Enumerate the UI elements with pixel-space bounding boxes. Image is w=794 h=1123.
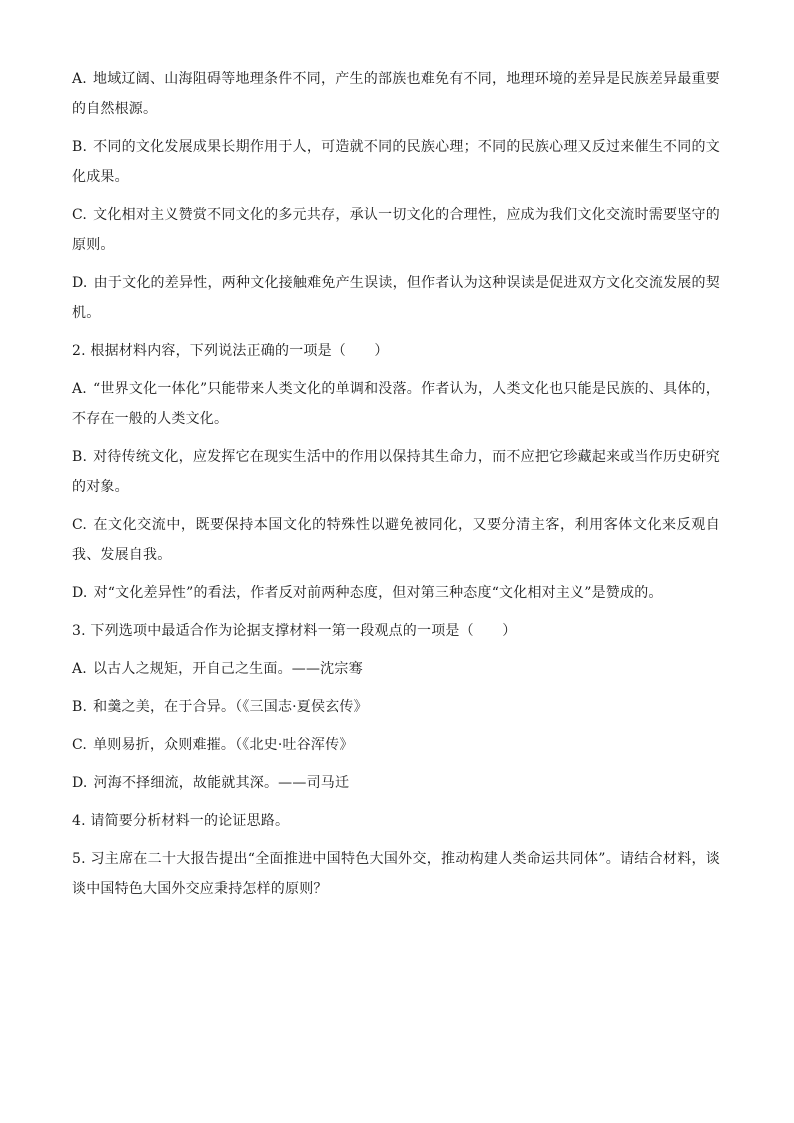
option-label: B.	[72, 699, 88, 715]
option-text: 单则易折，众则难摧。（《北史·吐谷浑传》	[93, 737, 354, 753]
q2-option-c	[72, 510, 720, 570]
option-label: B.	[72, 139, 88, 155]
option-label: C.	[72, 737, 88, 753]
option-label: D.	[72, 775, 88, 791]
q3-stem: 3. 下列选项中最适合作为论据支撑材料一第一段观点的一项是（ ）	[72, 623, 517, 639]
q3-option-d	[72, 768, 720, 798]
q1-option-c	[72, 200, 720, 260]
q2-option-d	[72, 578, 720, 608]
option-label: B.	[72, 449, 88, 465]
option-label: D.	[72, 585, 88, 601]
q3-option-b	[72, 692, 720, 722]
document-page	[72, 64, 720, 912]
option-text: 和羹之美，在于合异。（《三国志·夏侯玄传》	[93, 699, 368, 715]
option-text: 地域辽阔、山海阻碍等地理条件不同，产生的部族也难免有不同，地理环境的差异是民族差异最重要的自然根源。	[72, 71, 720, 117]
option-label: C.	[72, 207, 88, 223]
option-label: A.	[72, 381, 87, 397]
q1-option-b	[72, 132, 720, 192]
option-text: 由于文化的差异性，两种文化接触难免产生误读，但作者认为这种误读是促进双方文化交流发展的契机。	[72, 275, 720, 321]
q2-option-b	[72, 442, 720, 502]
option-text: 不同的文化发展成果长期作用于人，可造就不同的民族心理；不同的民族心理又反过来催生不同的文化成果。	[72, 139, 720, 185]
q5-stem: 5. 习主席在二十大报告提出“全面推进中国特色大国外交，推动构建人类命运共同体”。请结合材料，谈谈中国特色大国外交应秉持怎样的原则？	[72, 851, 720, 897]
q2-option-a	[72, 374, 720, 434]
option-label: D.	[72, 275, 88, 291]
q4-stem: 4. 请简要分析材料一的论证思路。	[72, 813, 290, 829]
option-text: 对“文化差异性”的看法，作者反对前两种态度，但对第三种态度“文化相对主义”是赞成的。	[93, 585, 663, 601]
q3-option-a	[72, 654, 720, 684]
q3-option-c	[72, 730, 720, 760]
q1-option-a	[72, 64, 720, 124]
option-label: C.	[72, 517, 88, 533]
option-text: 河海不择细流，故能就其深。——司马迁	[93, 775, 350, 791]
q2-stem: 2. 根据材料内容，下列说法正确的一项是（ ）	[72, 343, 389, 359]
option-text: 以古人之规矩，开自己之生面。——沈宗骞	[92, 661, 363, 677]
option-text: 对待传统文化，应发挥它在现实生活中的作用以保持其生命力，而不应把它珍藏起来或当作历史研究的对象。	[72, 449, 720, 495]
option-text: “世界文化一体化”只能带来人类文化的单调和没落。作者认为，人类文化也只能是民族的、具体的，不存在一般的人类文化。	[72, 381, 720, 427]
option-text: 在文化交流中，既要保持本国文化的特殊性以避免被同化，又要分清主客，利用客体文化来反观自我、发展自我。	[72, 517, 720, 563]
option-label: A.	[72, 71, 87, 87]
q1-option-d	[72, 268, 720, 328]
option-label: A.	[72, 661, 87, 677]
option-text: 文化相对主义赞赏不同文化的多元共存，承认一切文化的合理性，应成为我们文化交流时需要坚守的原则。	[72, 207, 720, 253]
